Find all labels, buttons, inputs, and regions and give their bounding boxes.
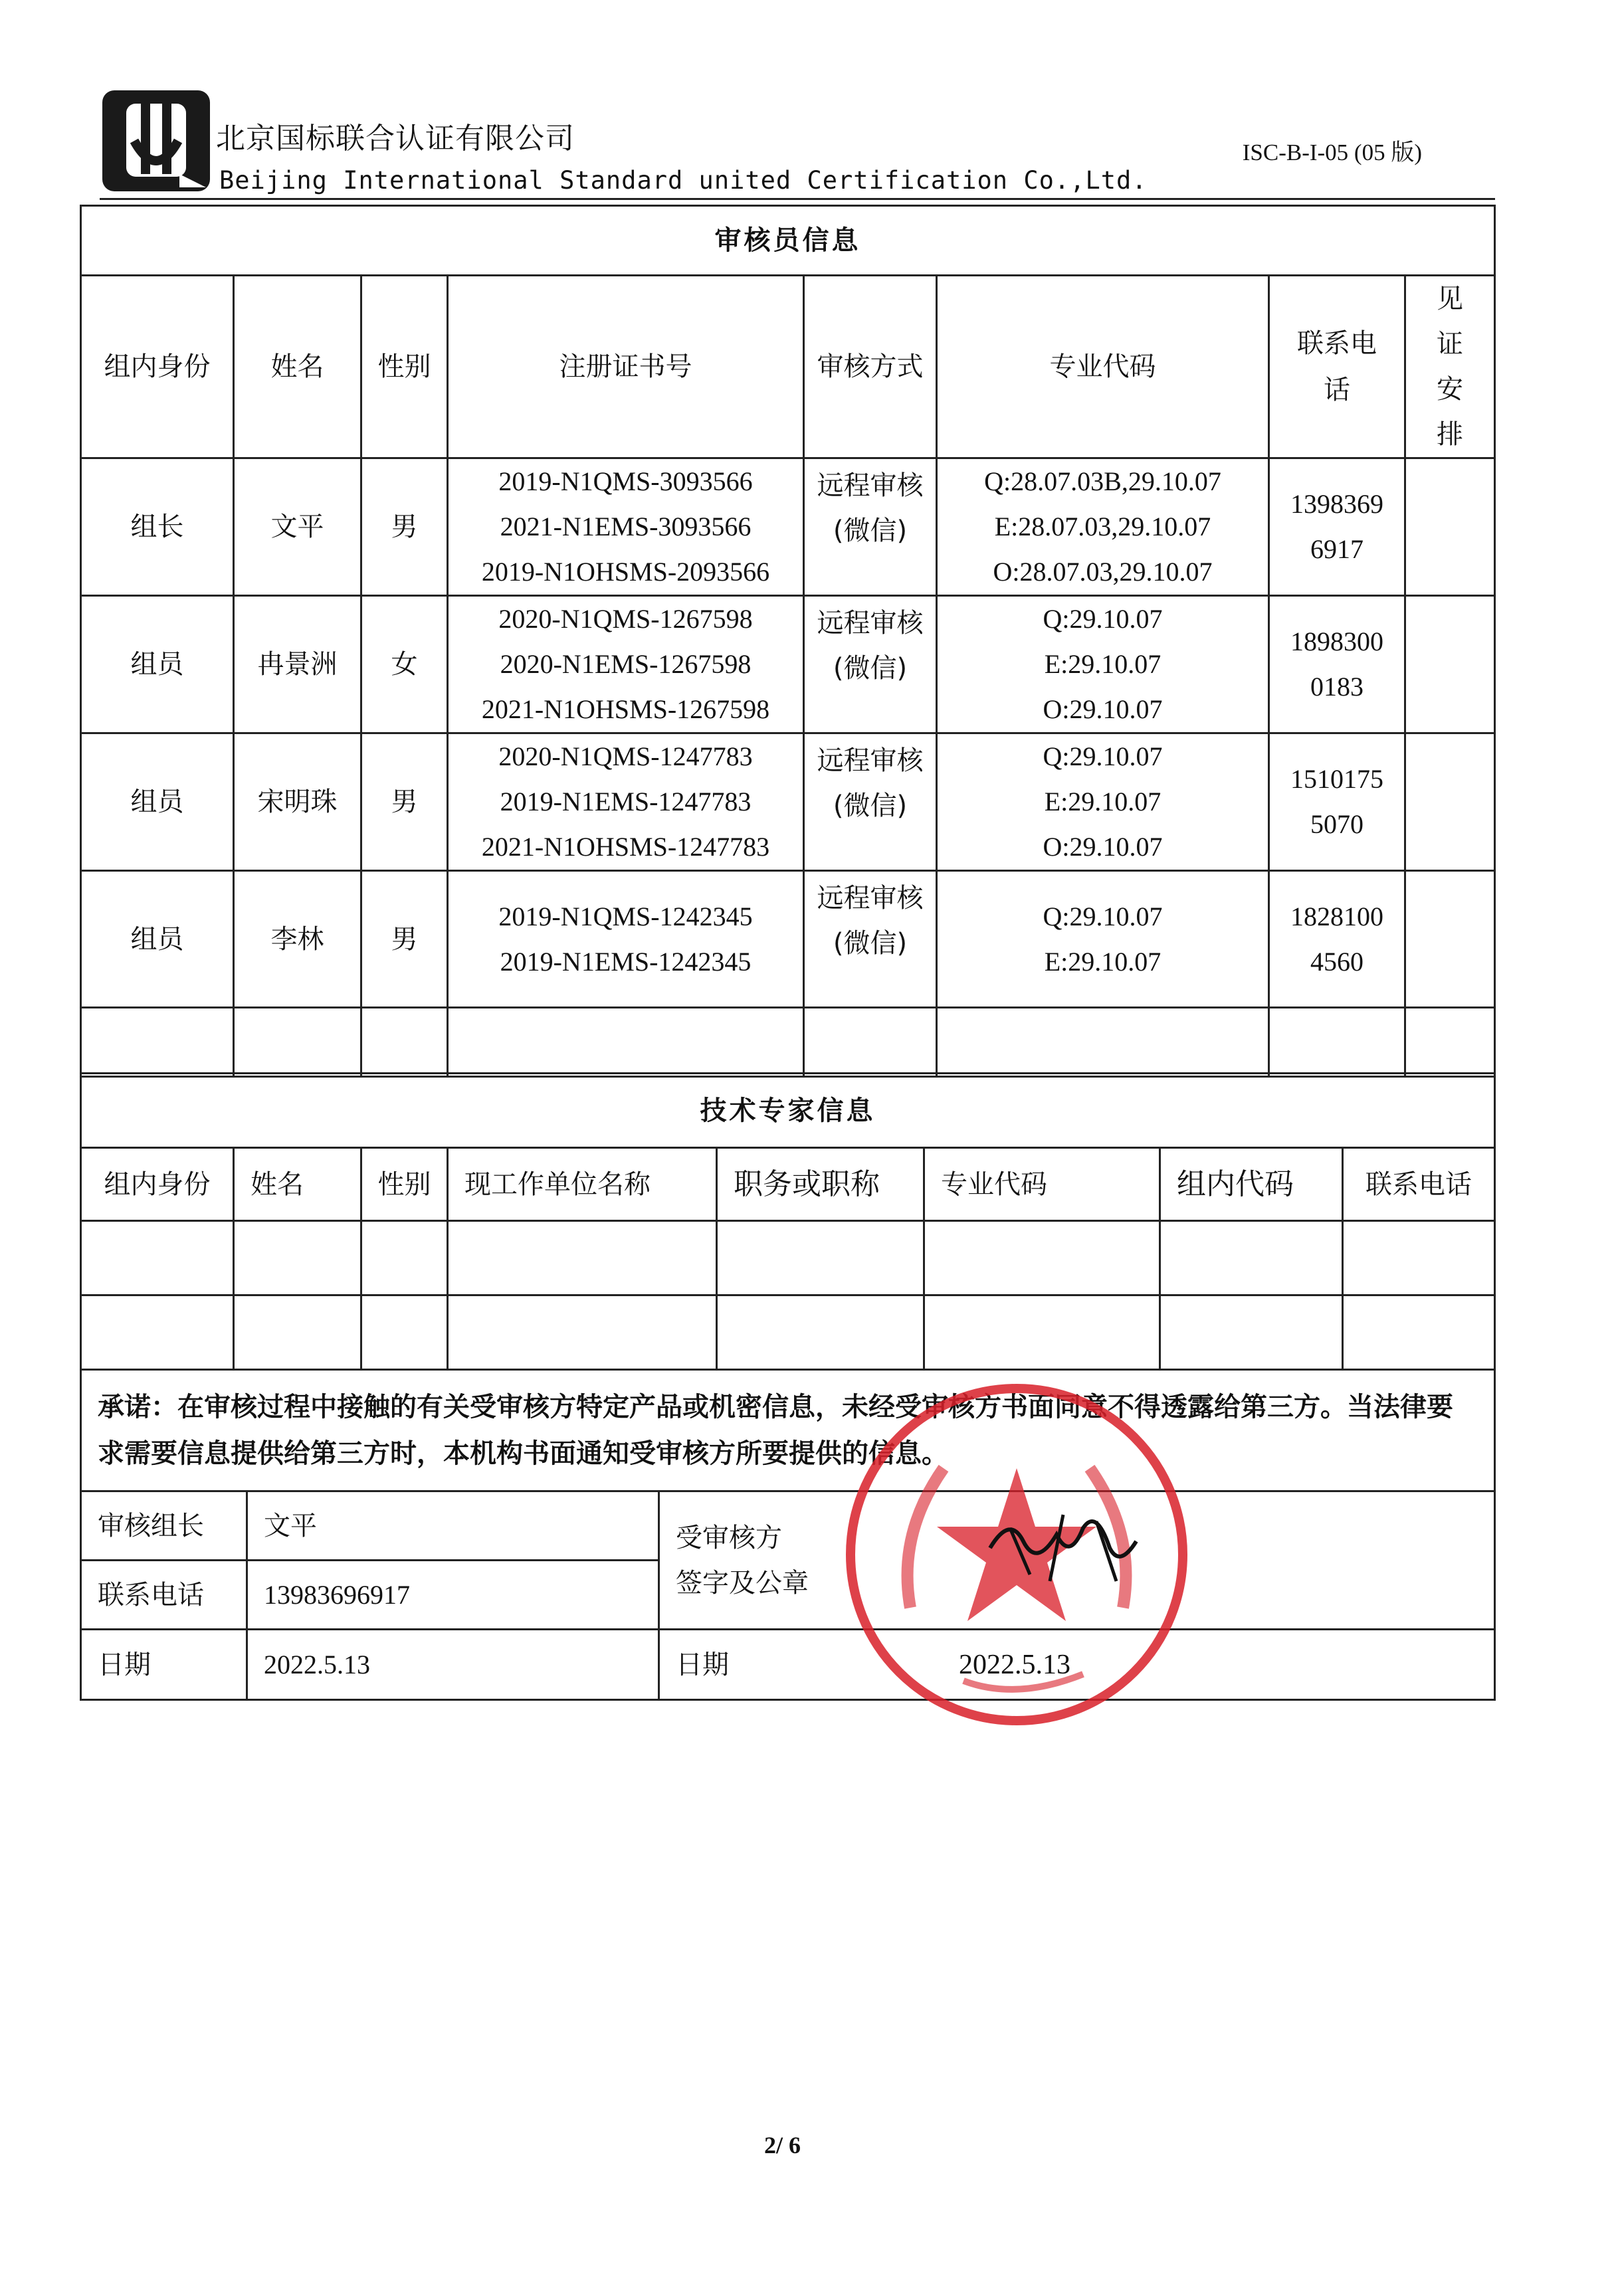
code-e: E:28.07.03,29.10.07 <box>994 512 1211 541</box>
col-phone: 联系电话 <box>1269 276 1405 458</box>
gender: 男 <box>361 733 448 871</box>
company-name-cn: 北京国标联合认证有限公司 <box>216 122 575 155</box>
code-q: Q:29.10.07 <box>1043 901 1163 931</box>
expert-section-title: 技术专家信息 <box>81 1074 1495 1148</box>
col-codes: 专业代码 <box>937 276 1269 458</box>
header-divider <box>100 198 1495 200</box>
witness <box>1405 458 1495 596</box>
name: 宋明珠 <box>234 733 361 871</box>
auditor-header-row <box>81 276 1495 458</box>
method-note: (微信) <box>833 928 908 959</box>
cert-ems: 2019-N1EMS-1247783 <box>500 787 752 816</box>
method <box>804 596 937 733</box>
col-employer: 现工作单位名称 <box>448 1148 717 1221</box>
cert-ohsms: 2021-N1OHSMS-1267598 <box>481 694 770 724</box>
expert-info-table <box>80 1072 1496 1371</box>
auditee-sign-label: 签字及公章 <box>676 1567 809 1598</box>
auditor-info-table <box>80 205 1496 1078</box>
role: 组员 <box>81 733 234 871</box>
method-note: (微信) <box>833 653 908 684</box>
codes <box>937 458 1269 596</box>
cert-ems: 2020-N1EMS-1267598 <box>500 649 752 679</box>
certificates <box>448 871 804 1008</box>
phone-part: 1510175 <box>1290 764 1383 794</box>
gender: 男 <box>361 458 448 596</box>
method <box>804 733 937 871</box>
company-name-en: Beijing International Standard united Certification Co.,Ltd. <box>219 166 1148 195</box>
role: 组长 <box>81 458 234 596</box>
col-phone: 联系电话 <box>1343 1148 1495 1221</box>
leader-value: 文平 <box>247 1491 659 1561</box>
col-name: 姓名 <box>234 1148 361 1221</box>
witness <box>1405 596 1495 733</box>
witness <box>1405 871 1495 1008</box>
method-line: 远程审核 <box>817 745 924 776</box>
name: 文平 <box>234 458 361 596</box>
certificates <box>448 733 804 871</box>
company-logo <box>100 88 213 194</box>
phone-part: 1398369 <box>1290 489 1383 519</box>
phone-part: 1828100 <box>1290 901 1383 931</box>
code-o: O:29.10.07 <box>1043 832 1163 862</box>
table-row-empty <box>81 1221 1495 1295</box>
cert-ohsms: 2021-N1OHSMS-1247783 <box>481 832 770 862</box>
table-row <box>81 596 1495 733</box>
code-e: E:29.10.07 <box>1044 946 1162 977</box>
code-e: E:29.10.07 <box>1044 649 1162 679</box>
col-gender: 性别 <box>361 1148 448 1221</box>
phone <box>1269 458 1405 596</box>
code-q: Q:28.07.03B,29.10.07 <box>984 466 1221 496</box>
cert-qms: 2019-N1QMS-1242345 <box>498 901 753 931</box>
col-role: 组内身份 <box>81 276 234 458</box>
auditee-label: 受审核方 <box>676 1522 782 1553</box>
method-line: 远程审核 <box>817 608 924 638</box>
page-number: 2/ 6 <box>764 2132 801 2158</box>
cert-qms: 2019-N1QMS-3093566 <box>498 466 753 496</box>
phone-part: 4560 <box>1310 946 1364 977</box>
pledge-text: 承诺：在审核过程中接触的有关受审核方特定产品或机密信息，未经受审核方书面同意不得透露给第三方。当法律要求需要信息提供给第三方时，本机构书面通知受审核方所要提供的信息。 <box>81 1370 1495 1491</box>
signature-mark <box>983 1501 1143 1588</box>
code-q: Q:29.10.07 <box>1043 604 1163 634</box>
code-e: E:29.10.07 <box>1044 787 1162 816</box>
table-row <box>81 458 1495 596</box>
codes <box>937 871 1269 1008</box>
cert-ems: 2019-N1EMS-1242345 <box>500 946 752 977</box>
auditor-section-title: 审核员信息 <box>81 206 1495 276</box>
method-line: 远程审核 <box>817 470 924 501</box>
document-header <box>100 81 1502 199</box>
col-cert: 注册证书号 <box>448 276 804 458</box>
method-line: 远程审核 <box>817 883 924 913</box>
cert-ems: 2021-N1EMS-3093566 <box>500 512 752 541</box>
phone <box>1269 871 1405 1008</box>
method <box>804 871 937 1008</box>
table-row <box>81 733 1495 871</box>
expert-header-row <box>81 1148 1495 1221</box>
phone-label: 联系电话 <box>81 1561 247 1630</box>
phone-part: 5070 <box>1310 809 1364 839</box>
col-method: 审核方式 <box>804 276 937 458</box>
date-label: 日期 <box>81 1630 247 1700</box>
col-witness: 见证安排 <box>1405 276 1495 458</box>
auditee-date-value: 2022.5.13 <box>959 1649 1070 1680</box>
col-codes: 专业代码 <box>924 1148 1160 1221</box>
col-role: 组内身份 <box>81 1148 234 1221</box>
cert-qms: 2020-N1QMS-1247783 <box>498 741 753 771</box>
phone-part: 0183 <box>1310 672 1364 702</box>
phone <box>1269 596 1405 733</box>
code-q: Q:29.10.07 <box>1043 741 1163 771</box>
gender: 男 <box>361 871 448 1008</box>
signoff-table <box>80 1369 1496 1701</box>
method-note: (微信) <box>833 791 908 821</box>
cert-ohsms: 2019-N1OHSMS-2093566 <box>481 557 770 587</box>
phone-value: 13983696917 <box>247 1561 659 1630</box>
table-row <box>81 871 1495 1008</box>
certificates <box>448 458 804 596</box>
role: 组员 <box>81 596 234 733</box>
certificates <box>448 596 804 733</box>
witness <box>1405 733 1495 871</box>
method <box>804 458 937 596</box>
col-title: 职务或职称 <box>717 1148 924 1221</box>
col-name: 姓名 <box>234 276 361 458</box>
method-note: (微信) <box>833 516 908 546</box>
code-o: O:28.07.03,29.10.07 <box>993 557 1213 587</box>
form-code: ISC-B-I-05 (05 版) <box>1242 140 1422 165</box>
auditee-date-label: 日期 <box>676 1649 729 1680</box>
col-group-code: 组内代码 <box>1160 1148 1343 1221</box>
table-row-empty <box>81 1295 1495 1370</box>
phone <box>1269 733 1405 871</box>
cert-qms: 2020-N1QMS-1267598 <box>498 604 753 634</box>
codes <box>937 596 1269 733</box>
name: 李林 <box>234 871 361 1008</box>
phone-part: 1898300 <box>1290 626 1383 656</box>
table-row-empty <box>81 1008 1495 1077</box>
leader-label: 审核组长 <box>81 1491 247 1561</box>
codes <box>937 733 1269 871</box>
name: 冉景洲 <box>234 596 361 733</box>
code-o: O:29.10.07 <box>1043 694 1163 724</box>
role: 组员 <box>81 871 234 1008</box>
col-gender: 性别 <box>361 276 448 458</box>
phone-part: 6917 <box>1310 534 1364 564</box>
date-value: 2022.5.13 <box>247 1630 659 1700</box>
gender: 女 <box>361 596 448 733</box>
